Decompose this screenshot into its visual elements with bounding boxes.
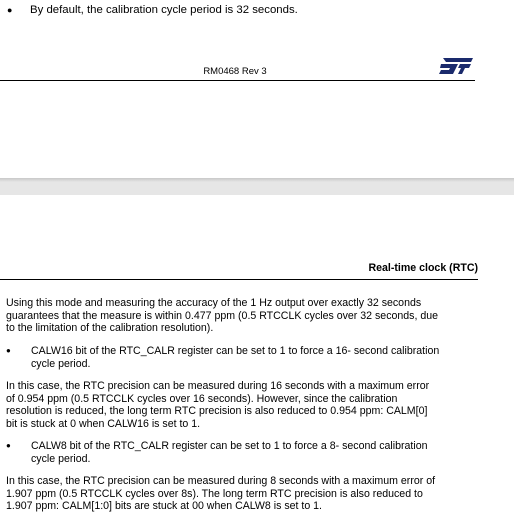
paragraph-3 xyxy=(6,475,478,513)
paragraph-1 xyxy=(6,297,478,335)
header-rule xyxy=(0,279,478,280)
bullet-marker: ● xyxy=(6,441,11,450)
text-line: Using this mode and measuring the accuracy of the 1 Hz output over exactly 32 seconds xyxy=(6,297,422,309)
text-line: of 0.954 ppm (0.5 RTCCLK cycles over 16 seconds). However, since the calibration xyxy=(6,392,398,405)
section-header-title: Real-time clock (RTC) xyxy=(368,262,478,274)
footer-reference: RM0468 Rev 3 xyxy=(203,66,267,77)
paragraph-2 xyxy=(6,380,478,430)
text-line: 1.907 ppm (0.5 RTCCLK cycles over 8s). The long term RTC precision is also reduced to xyxy=(6,487,423,500)
text-line: In this case, the RTC precision can be measured during 8 seconds with a maximum error of xyxy=(6,475,436,487)
page-gap-shadow xyxy=(0,178,514,182)
text-line: cycle period. xyxy=(31,452,91,465)
st-logo-icon xyxy=(438,56,474,76)
text-line: CALW8 bit of the RTC_CALR register can be set to 1 to force a 8- second calibration xyxy=(31,440,428,452)
page-bottom xyxy=(0,195,514,524)
bullet-text: By default, the calibration cycle period is 32 seconds. xyxy=(30,4,298,16)
text-line: cycle period. xyxy=(31,357,91,370)
text-line: guarantees that the measure is within 0.477 ppm (0.5 RTCCLK cycles over 32 seconds, due xyxy=(6,309,439,322)
text-line: In this case, the RTC precision can be measured during 16 seconds with a maximum error xyxy=(6,380,430,392)
footer-rule xyxy=(0,80,475,81)
text-line: resolution is reduced, the long term RTC precision is also reduced to 0.954 ppm: CALM[0] xyxy=(6,405,428,418)
text-line: 1.907 ppm: CALM[1:0] bits are stuck at 00 when CALW8 is set to 1. xyxy=(6,500,323,513)
text-line: CALW16 bit of the RTC_CALR register can be set to 1 to force a 16- second calibration xyxy=(31,345,440,357)
text-line: to the limitation of the calibration resolution). xyxy=(6,322,214,335)
text-line: bit is stuck at 0 when CALW16 is set to 1. xyxy=(6,417,201,430)
bullet-marker: ● xyxy=(7,5,13,15)
bullet-marker: ● xyxy=(6,346,11,355)
page-top xyxy=(0,0,514,178)
